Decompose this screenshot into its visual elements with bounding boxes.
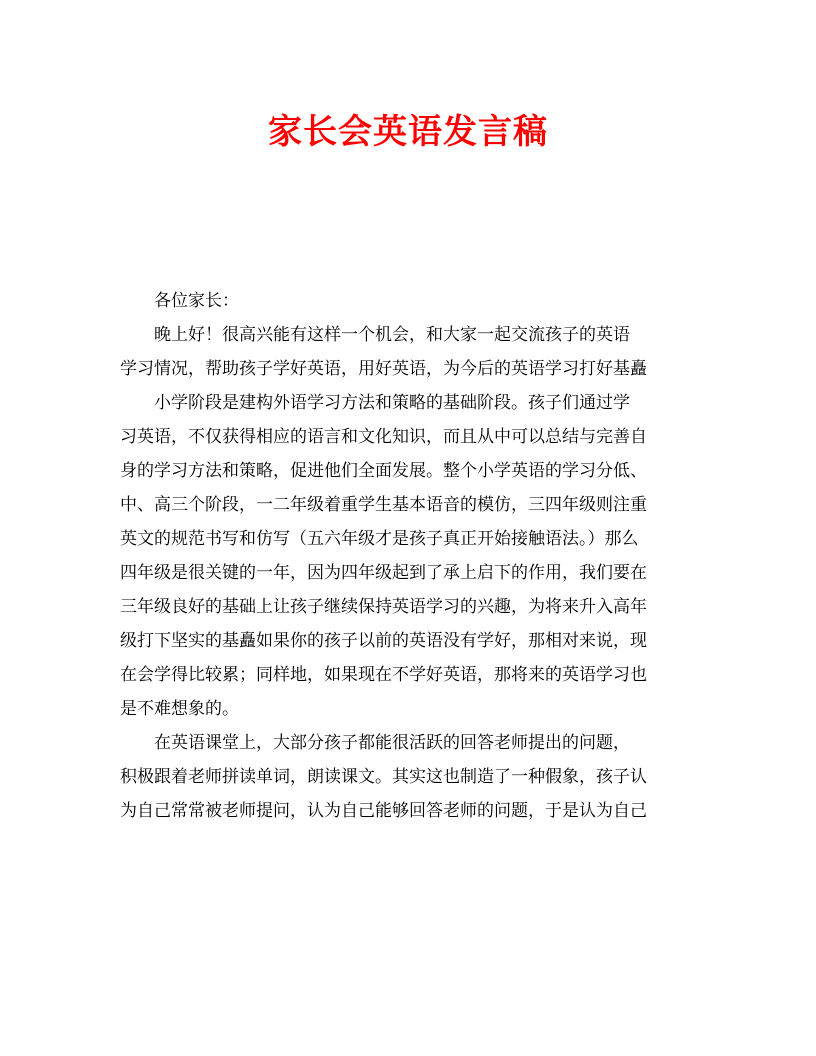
text-line: 英文的规范书写和仿写（五六年级才是孩子真正开始接触语法。）那么 [120,529,639,549]
document-title: 家长会英语发言稿 [268,112,548,152]
paragraph-greeting [120,284,696,318]
text-line: 是不难想象的。 [120,699,239,719]
text-line: 身的学习方法和策略，促进他们全面发展。整个小学英语的学习分低、 [120,461,647,481]
text-line: 级打下坚实的基矗如果你的孩子以前的英语没有学好，那相对来说，现 [120,631,647,651]
document-body [120,284,696,828]
paragraph-primary-stage [120,386,696,726]
text-line: 各位家长： [154,291,239,311]
text-line: 小学阶段是建构外语学习方法和策略的基础阶段。孩子们通过学 [154,393,630,413]
paragraph-opening [120,318,696,386]
text-line: 习英语，不仅获得相应的语言和文化知识，而且从中可以总结与完善自 [120,427,647,447]
text-line: 在英语课堂上，大部分孩子都能很活跃的回答老师提出的问题， [154,733,630,753]
text-line: 三年级良好的基础上让孩子继续保持英语学习的兴趣，为将来升入高年 [120,597,647,617]
text-line: 学习情况，帮助孩子学好英语，用好英语，为今后的英语学习打好基矗 [120,359,647,379]
text-line: 中、高三个阶段，一二年级着重学生基本语音的模仿，三四年级则注重 [120,495,647,515]
text-line: 晚上好！很高兴能有这样一个机会，和大家一起交流孩子的英语 [154,325,630,345]
text-line: 积极跟着老师拼读单词，朗读课文。其实这也制造了一种假象，孩子认 [120,767,647,787]
text-line: 四年级是很关键的一年，因为四年级起到了承上启下的作用，我们要在 [120,563,647,583]
text-line: 为自己常常被老师提问，认为自己能够回答老师的问题，于是认为自己 [120,801,647,821]
text-line: 在会学得比较累；同样地，如果现在不学好英语，那将来的英语学习也 [120,665,647,685]
paragraph-classroom [120,726,696,828]
